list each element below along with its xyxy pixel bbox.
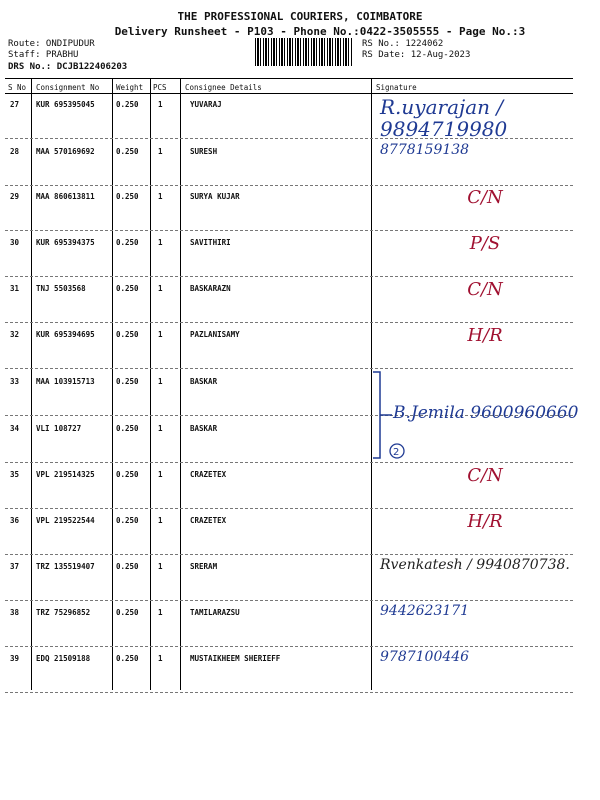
col-header-pcs: PCS [153, 83, 167, 92]
row-signature: R.uyarajan / 9894719980 [380, 95, 508, 141]
row-consignee: SURYA KUJAR [190, 192, 240, 201]
row-consignee: SAVITHIRI [190, 238, 231, 247]
row-consignee: CRAZETEX [190, 516, 227, 525]
row-pcs: 1 [158, 284, 163, 293]
row-consignment-no: EDQ 21509188 [36, 654, 91, 663]
row-sno: 34 [10, 424, 20, 433]
row-weight: 0.250 [116, 562, 139, 571]
row-signature: C/N [467, 187, 503, 208]
row-consignment-no: MAA 570169692 [36, 147, 95, 156]
row-consignment-no: KUR 695395045 [36, 100, 95, 109]
row-sno: 37 [10, 562, 20, 571]
row-sno: 28 [10, 147, 20, 156]
row-sno: 30 [10, 238, 20, 247]
bracket-count: 2 [393, 447, 400, 458]
col-header-consignment: Consignment No [36, 83, 100, 92]
row-consignee: BASKARAZN [190, 284, 231, 293]
row-consignment-no: TNJ 5503568 [36, 284, 86, 293]
row-consignment-no: TRZ 135519407 [36, 562, 95, 571]
col-header-consignee: Consignee Details [185, 83, 262, 92]
row-consignee: SURESH [190, 147, 218, 156]
row-pcs: 1 [158, 100, 163, 109]
row-weight: 0.250 [116, 192, 139, 201]
row-sno: 33 [10, 377, 20, 386]
row-weight: 0.250 [116, 608, 139, 617]
row-pcs: 1 [158, 516, 163, 525]
staff-label: Staff: PRABHU [8, 50, 79, 60]
row-pcs: 1 [158, 424, 163, 433]
row-consignment-no: VPL 219514325 [36, 470, 95, 479]
row-consignee: TAMILARAZSU [190, 608, 240, 617]
row-consignment-no: VPL 219522544 [36, 516, 95, 525]
col-header-weight: Weight [116, 83, 144, 92]
row-signature: H/R [467, 325, 503, 346]
row-consignment-no: TRZ 75296852 [36, 608, 91, 617]
row-signature: H/R [467, 511, 503, 532]
drs-label: DRS No.: DCJB122406203 [8, 62, 128, 72]
row-sno: 27 [10, 100, 20, 109]
bracket-mark [373, 372, 380, 458]
row-pcs: 1 [158, 608, 163, 617]
row-sno: 38 [10, 608, 20, 617]
row-pcs: 1 [158, 330, 163, 339]
row-consignee: YUVARAJ [190, 100, 222, 109]
row-consignment-no: MAA 860613811 [36, 192, 95, 201]
row-consignment-no: KUR 695394695 [36, 330, 95, 339]
row-consignee: BASKAR [190, 424, 218, 433]
row-pcs: 1 [158, 192, 163, 201]
row-weight: 0.250 [116, 516, 139, 525]
row-pcs: 1 [158, 377, 163, 386]
row-sno: 36 [10, 516, 20, 525]
row-consignee: PAZLANISAMY [190, 330, 240, 339]
row-signature: Rvenkatesh / 9940870738. [380, 557, 570, 573]
row-consignee: BASKAR [190, 377, 218, 386]
row-pcs: 1 [158, 654, 163, 663]
route-label: Route: ONDIPUDUR [8, 39, 95, 49]
bracket-note-text: B.Jemila 9600960660 [393, 403, 579, 423]
col-header-signature: Signature [376, 83, 417, 92]
row-pcs: 1 [158, 238, 163, 247]
row-weight: 0.250 [116, 470, 139, 479]
row-pcs: 1 [158, 147, 163, 156]
row-consignment-no: MAA 103915713 [36, 377, 95, 386]
row-consignee: MUSTAIKHEEM SHERIEFF [190, 654, 281, 663]
row-weight: 0.250 [116, 284, 139, 293]
row-weight: 0.250 [116, 654, 139, 663]
row-sno: 31 [10, 284, 20, 293]
row-consignee: SRERAM [190, 562, 218, 571]
row-consignment-no: VLI 108727 [36, 424, 82, 433]
row-weight: 0.250 [116, 330, 139, 339]
rs-date: RS Date: 12-Aug-2023 [362, 50, 471, 60]
company-title: THE PROFESSIONAL COURIERS, COIMBATORE [177, 10, 423, 23]
row-sno: 35 [10, 470, 20, 479]
row-signature: C/N [467, 279, 503, 300]
row-signature: 9442623171 [380, 603, 470, 619]
row-weight: 0.250 [116, 238, 139, 247]
row-consignment-no: KUR 695394375 [36, 238, 95, 247]
row-sno: 39 [10, 654, 20, 663]
row-sno: 32 [10, 330, 20, 339]
row-signature: 8778159138 [380, 142, 470, 158]
row-weight: 0.250 [116, 100, 139, 109]
col-header-sno: S No [8, 83, 27, 92]
row-signature: 9787100446 [380, 649, 470, 665]
row-sno: 29 [10, 192, 20, 201]
runsheet-title: Delivery Runsheet - P103 - Phone No.:0422-3505555 - Page No.:3 [114, 25, 526, 38]
row-weight: 0.250 [116, 424, 139, 433]
row-weight: 0.250 [116, 147, 139, 156]
row-pcs: 1 [158, 470, 163, 479]
row-signature: P/S [469, 233, 501, 254]
rs-no: RS No.: 1224062 [362, 39, 444, 49]
row-pcs: 1 [158, 562, 163, 571]
row-consignee: CRAZETEX [190, 470, 227, 479]
row-signature: C/N [467, 465, 503, 486]
row-weight: 0.250 [116, 377, 139, 386]
